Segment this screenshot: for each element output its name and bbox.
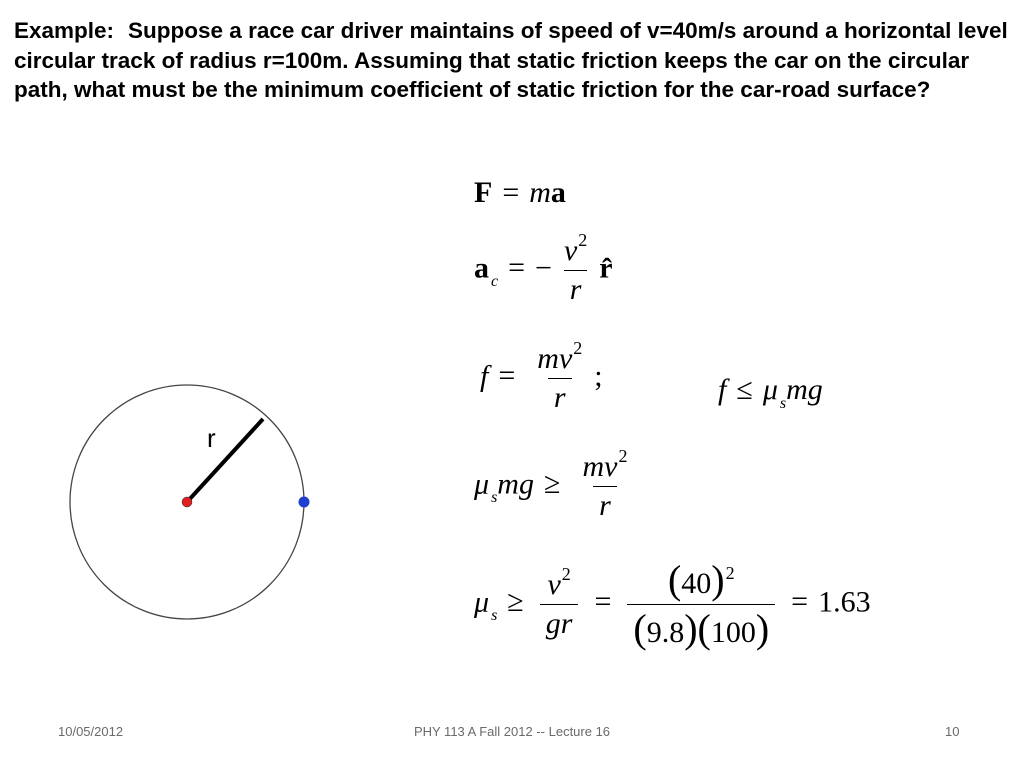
result-value: 1.63 (818, 585, 871, 619)
greater-equal-sign: ≥ (543, 467, 561, 501)
v-squared-over-r-fraction: $\frac{v^2}{r}$ (563, 230, 588, 306)
equals-sign: = (502, 176, 520, 209)
acceleration-symbol: a (550, 176, 566, 209)
footer-page-number: 10 (945, 724, 960, 739)
mass-symbol: m (529, 176, 551, 209)
mu-symbol: μ (762, 373, 778, 406)
minus-sign: − (535, 251, 552, 285)
numeric-substitution-fraction: $\frac{(40)^2}{(9.8)(100)}$ (627, 560, 775, 649)
friction-symbol: f (480, 359, 489, 393)
centripetal-acceleration-equation (474, 230, 613, 306)
gravity-value: 9.8 (646, 616, 685, 649)
radius-line (187, 419, 263, 502)
semicolon: ; (594, 359, 603, 393)
friction-inequality: f ≤ μ $_s$mg (718, 373, 823, 412)
example-label: Example: (14, 18, 115, 43)
less-equal-sign: ≤ (736, 373, 753, 406)
force-symbol: F (474, 176, 493, 209)
equals-sign: = (498, 359, 516, 393)
speed-value: 40 (681, 567, 712, 600)
newton-second-law-equation (474, 178, 566, 208)
footer-date: 10/05/2012 (58, 724, 124, 739)
problem-statement (14, 16, 1014, 105)
mv-squared-over-r-fraction: $\frac{mv^2}{r}$ (582, 446, 628, 522)
equals-sign: = (508, 251, 526, 285)
centripetal-subscript: c (491, 273, 499, 291)
car-position-point (299, 497, 310, 508)
center-point (182, 497, 192, 507)
mv-squared-over-r-fraction: $\frac{mv^2}{r}$ (537, 338, 583, 414)
problem-text: Suppose a race car driver maintains of speed of v=40m/s around a horizontal level circular track of radius r=100m. Assuming that static friction keeps the car on the circular path, what must be the minimum coefficient of static friction for the car-road surface? (14, 18, 1008, 102)
radius-label: r (207, 423, 216, 453)
coefficient-result-equation: μ $_s$ ≥ $\frac{v^2}{gr}$ = $\frac{(40)^2}{(9.8)(100)}$ = 1.63 (474, 557, 871, 651)
acceleration-symbol: a (474, 251, 489, 285)
footer-course: PHY 113 A Fall 2012 -- Lecture 16 (413, 724, 611, 739)
radial-unit-vector: r̂ (599, 251, 613, 285)
friction-force-equation (480, 338, 603, 414)
circular-track-diagram (60, 375, 320, 635)
v-squared-over-gr-fraction: $\frac{v^2}{gr}$ (540, 570, 579, 639)
radius-value: 100 (710, 616, 756, 649)
static-friction-inequality: μ $_s$mg ≥ $\frac{mv^2}{r}$ (474, 452, 639, 521)
